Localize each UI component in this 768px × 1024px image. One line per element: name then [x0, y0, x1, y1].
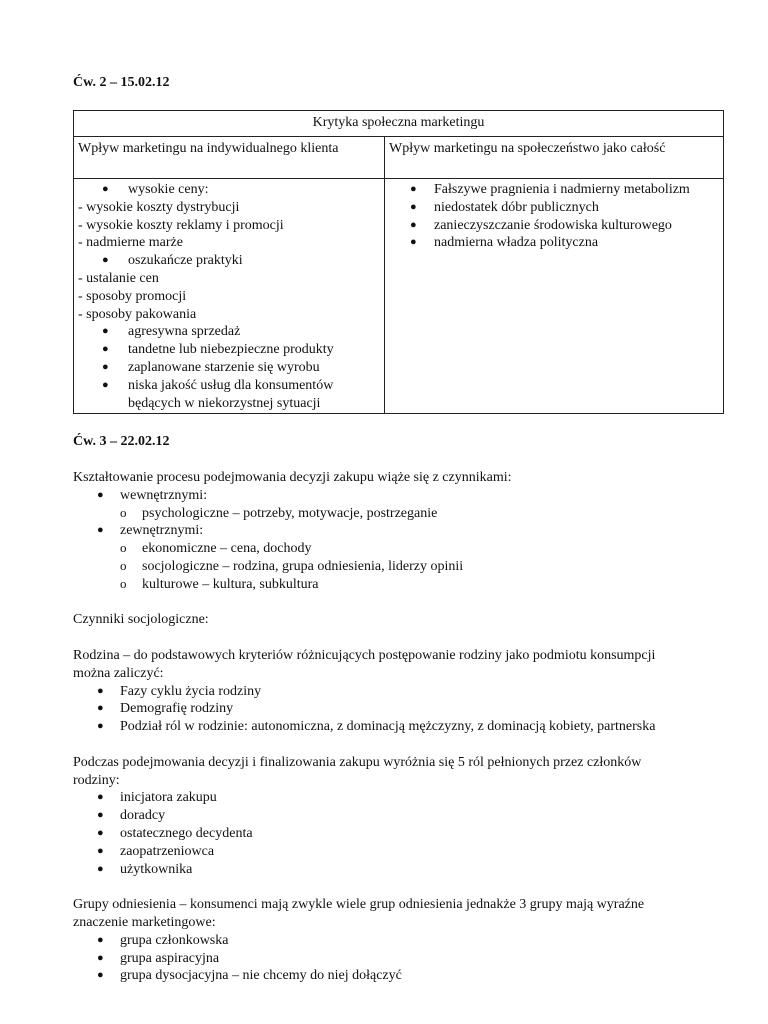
list-item: ● Demografię rodziny: [73, 700, 733, 718]
paragraph: Grupy odniesienia – konsumenci mają zwykle wiele grup odniesienia jednakże 3 grupy mają wyraźne znaczenie marketingowe:: [73, 897, 645, 930]
list-item: ● wysokie ceny:: [78, 181, 380, 199]
list-item: ● zewnętrznymi:: [73, 522, 733, 540]
paragraph: Czynniki socjologiczne:: [73, 612, 209, 628]
paragraph: Kształtowanie procesu podejmowania decyzji zakupu wiąże się z czynnikami:: [73, 470, 512, 485]
list-item: ● Podział ról w rodzinie: autonomiczna, z dominacją mężczyzny, z dominacją kobiety, partnerska: [73, 718, 660, 736]
list-item: o ekonomiczne – cena, dochody: [73, 540, 733, 558]
list-item: o psychologiczne – potrzeby, motywacje, postrzeganie: [73, 505, 733, 523]
list-item: ● grupa członkowska: [73, 932, 733, 950]
list-item: ● grupa aspiracyjna: [73, 950, 733, 968]
list-item: ● zaopatrzeniowca: [73, 843, 733, 861]
list-item: ● inicjatora zakupu: [73, 789, 733, 807]
paragraph: Rodzina – do podstawowych kryteriów różnicujących postępowanie rodziny jako podmiotu konsumpcji można zaliczyć:: [73, 647, 656, 681]
list-item: o socjologiczne – rodzina, grupa odniesienia, liderzy opinii: [73, 558, 733, 576]
list-item: ● doradcy: [73, 807, 733, 825]
section-heading-cw3: Ćw. 3 – 22.02.12: [73, 434, 170, 449]
list-item: ● tandetne lub niebezpieczne produkty: [78, 341, 380, 359]
list-item: ● agresywna sprzedaż: [78, 323, 380, 341]
paragraph: Podczas podejmowania decyzji i finalizowania zakupu wyróżnia się 5 ról pełnionych przez członków rodziny:: [73, 754, 642, 788]
list-item: ● Fazy cyklu życia rodziny: [73, 683, 733, 701]
column-header-society: Wpływ marketingu na społeczeństwo jako całość: [385, 137, 724, 179]
list-item: ● nadmierna władza polityczna: [389, 234, 719, 252]
list-item: o kulturowe – kultura, subkultura: [73, 576, 733, 594]
list-item: ● grupa dysocjacyjna – nie chcemy do niej dołączyć: [73, 967, 733, 985]
column-header-individual: Wpływ marketingu na indywidualnego klienta: [74, 137, 385, 179]
list-item: - nadmierne marże: [78, 235, 183, 251]
table-title: Krytyka społeczna marketingu: [74, 111, 724, 137]
list-item: ● ostatecznego decydenta: [73, 825, 733, 843]
list-item: ● wewnętrznymi:: [73, 487, 733, 505]
column-individual-content: [74, 179, 385, 414]
list-item: ● zanieczyszczanie środowiska kulturowego: [389, 217, 719, 235]
list-item: ● Fałszywe pragnienia i nadmierny metabolizm: [389, 181, 719, 199]
list-item: ● niska jakość usług dla konsumentów będących w niekorzystnej sytuacji: [78, 377, 380, 413]
criticism-table: [73, 110, 724, 414]
list-item: ● niedostatek dóbr publicznych: [389, 199, 719, 217]
section-body: [73, 469, 733, 985]
list-item: - sposoby promocji: [78, 288, 187, 304]
list-item: ● zaplanowane starzenie się wyrobu: [78, 359, 380, 377]
list-item: - wysokie koszty dystrybucji: [78, 199, 240, 215]
column-society-content: [385, 179, 724, 414]
list-item: ● użytkownika: [73, 861, 733, 879]
section-heading-cw2: Ćw. 2 – 15.02.12: [73, 75, 170, 90]
list-item: - wysokie koszty reklamy i promocji: [78, 217, 284, 233]
list-item: - sposoby pakowania: [78, 306, 197, 322]
list-item: ● oszukańcze praktyki: [78, 252, 380, 270]
list-item: - ustalanie cen: [78, 270, 159, 286]
